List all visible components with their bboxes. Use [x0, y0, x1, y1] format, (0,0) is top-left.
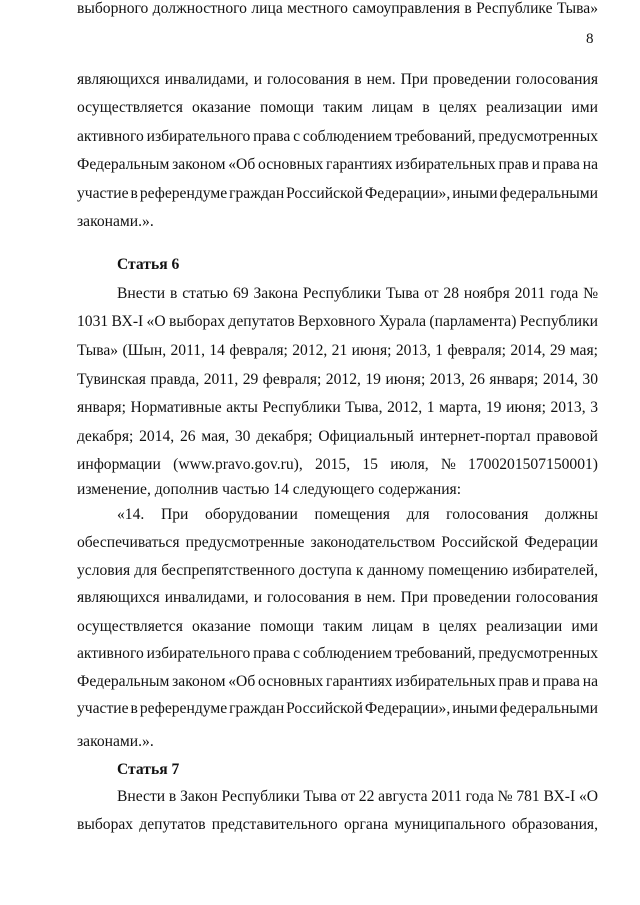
text-line: Тувинская правда, 2011, 29 февраля; 2012, 19 июня; 2013, 26 января; 2014, 30	[77, 371, 598, 388]
text-line: являющихся инвалидами, и голосования в нем. При проведении голосования	[77, 589, 598, 606]
article-heading: Статья 7	[117, 761, 180, 778]
text-line: осуществляется оказание помощи таким лицам в целях реализации ими	[77, 99, 598, 116]
text-line: активного избирательного права с соблюдением требований, предусмотренных	[77, 128, 598, 145]
text-line: являющихся инвалидами, и голосования в нем. При проведении голосования	[77, 71, 598, 88]
text-line: информации (www.pravo.gov.ru), 2015, 15 июля, № 1700201507150001)	[77, 456, 598, 473]
text-line: Федеральным законом «Об основных гарантиях избирательных прав и права на	[77, 673, 598, 690]
text-line: законами.».	[77, 213, 154, 230]
article-heading: Статья 6	[117, 256, 180, 273]
text-line: «14. При оборудовании помещения для голосования должны	[117, 506, 598, 523]
text-line: изменение, дополнив частью 14 следующего содержания:	[77, 481, 462, 498]
text-line: активного избирательного права с соблюдением требований, предусмотренных	[77, 645, 598, 662]
text-line: выборах депутатов представительного органа муниципального образования,	[77, 816, 598, 833]
text-line: Тыва» (Шын, 2011, 14 февраля; 2012, 21 июня; 2013, 1 февраля; 2014, 29 мая;	[77, 342, 598, 359]
text-line: Внести в Закон Республики Тыва от 22 августа 2011 года № 781 ВХ-I «О	[117, 788, 598, 805]
text-line: законами.».	[77, 733, 154, 750]
text-line: участие в референдуме граждан Российской Федерации», иными федеральными	[77, 700, 598, 717]
text-line: выборного должностного лица местного самоуправления в Республике Тыва»	[77, 0, 598, 17]
text-line: условия для беспрепятственного доступа к данному помещению избирателей,	[77, 562, 598, 579]
text-line: Федеральным законом «Об основных гарантиях избирательных прав и права на	[77, 156, 598, 173]
text-line: участие в референдуме граждан Российской Федерации», иными федеральными	[77, 185, 598, 202]
text-line: Внести в статью 69 Закона Республики Тыва от 28 ноября 2011 года №	[117, 285, 598, 302]
text-line: декабря; 2014, 26 мая, 30 декабря; Официальный интернет-портал правовой	[77, 428, 598, 445]
page-number: 8	[586, 31, 594, 47]
text-line: января; Нормативные акты Республики Тыва, 2012, 1 марта, 19 июня; 2013, 3	[77, 399, 598, 416]
text-line: осуществляется оказание помощи таким лицам в целях реализации ими	[77, 618, 598, 635]
text-line: обеспечиваться предусмотренные законодательством Российской Федерации	[77, 534, 598, 551]
text-line: 1031 ВХ-I «О выборах депутатов Верховного Хурала (парламента) Республики	[77, 313, 598, 330]
